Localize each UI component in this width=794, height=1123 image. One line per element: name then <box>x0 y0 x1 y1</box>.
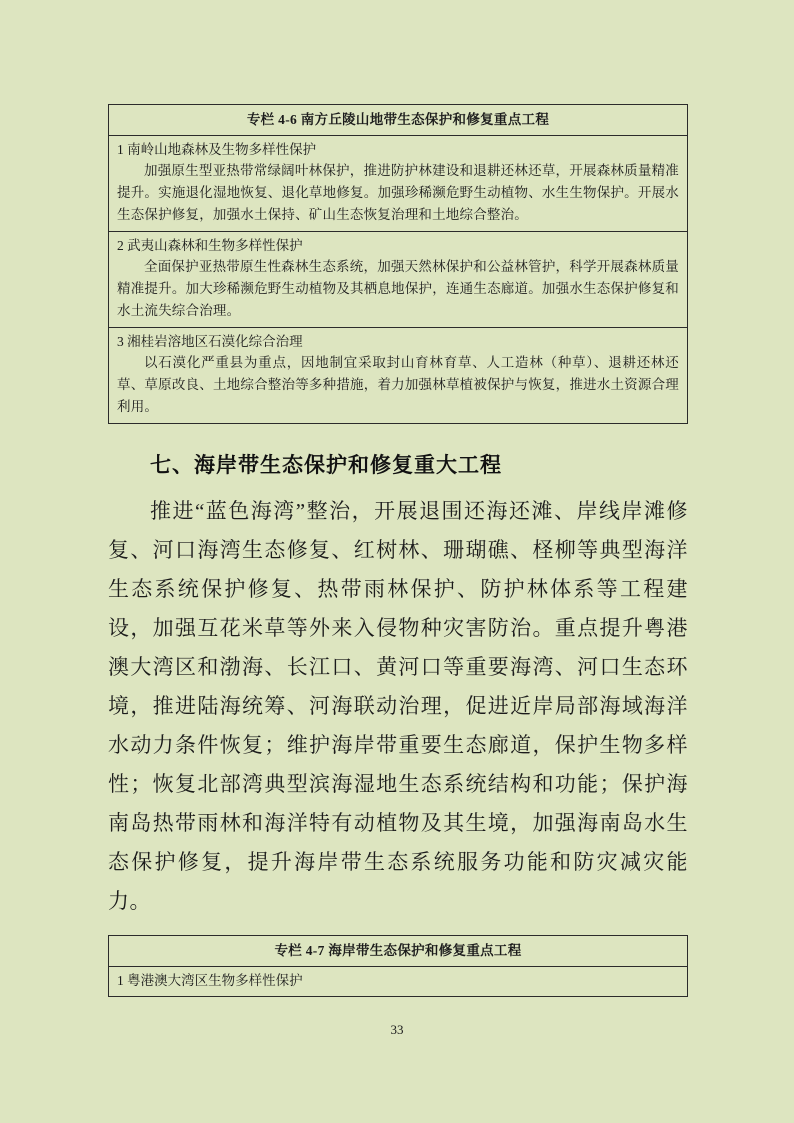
page-content <box>108 104 688 997</box>
panel-4-6-item-1 <box>109 136 687 232</box>
panel-4-7-title: 专栏 4-7 海岸带生态保护和修复重点工程 <box>109 936 687 967</box>
item-heading: 1 粤港澳大湾区生物多样性保护 <box>117 973 303 988</box>
section-heading: 七、海岸带生态保护和修复重大工程 <box>150 454 502 477</box>
panel-column-4-7 <box>108 935 688 997</box>
panel-4-6-item-2 <box>109 232 687 328</box>
section-paragraph: 推进“蓝色海湾”整治，开展退围还海还滩、岸线岸滩修复、河口海湾生态修复、红树林、珊瑚礁、柽柳等典型海洋生态系统保护修复、热带雨林保护、防护林体系等工程建设，加强互花米草等外来入侵物种灾害防治。重点提升粤港澳大湾区和渤海、长江口、黄河口等重要海湾、河口生态环境，推进陆海统筹、河海联动治理，促进近岸局部海域海洋水动力条件恢复；维护海岸带重要生态廊道，保护生物多样性；恢复北部湾典型滨海湿地生态系统结构和功能；保护海南岛热带雨林和海洋特有动植物及其生境，加强海南岛水生态保护修复，提升海岸带生态系统服务功能和防灾减灾能力。 <box>108 499 688 913</box>
item-heading: 3 湘桂岩溶地区石漠化综合治理 <box>117 334 303 349</box>
panel-4-7-item-1 <box>109 967 687 997</box>
item-body: 加强原生型亚热带常绿阔叶林保护，推进防护林建设和退耕还林还草，开展森林质量精准提升。实施退化湿地恢复、退化草地修复。加强珍稀濒危野生动植物、水生生物保护。开展水生态保护修复，加强水土保持、矿山生态恢复治理和土地综合整治。 <box>117 163 679 222</box>
panel-column-4-6 <box>108 104 688 424</box>
panel-4-6-title: 专栏 4-6 南方丘陵山地带生态保护和修复重点工程 <box>109 105 687 136</box>
page-number: 33 <box>390 1022 404 1037</box>
panel-4-6-item-3 <box>109 328 687 424</box>
item-body: 以石漠化严重县为重点，因地制宜采取封山育林育草、人工造林（种草）、退耕还林还草、草原改良、土地综合整治等多种措施，着力加强林草植被保护与恢复，推进水土资源合理利用。 <box>117 355 679 414</box>
item-heading: 2 武夷山森林和生物多样性保护 <box>117 238 303 253</box>
item-heading: 1 南岭山地森林及生物多样性保护 <box>117 142 317 157</box>
item-body: 全面保护亚热带原生性森林生态系统，加强天然林保护和公益林管护，科学开展森林质量精准提升。加大珍稀濒危野生动植物及其栖息地保护，连通生态廊道。加强水生态保护修复和水土流失综合治理。 <box>117 259 679 318</box>
